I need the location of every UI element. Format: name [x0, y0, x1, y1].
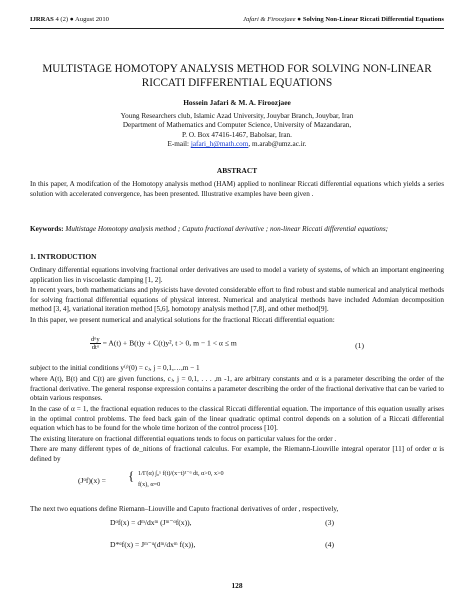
paper-authors: Hossein Jafari & M. A. Firoozjaee	[183, 98, 291, 107]
intro-paragraph-1: Ordinary differential equations involving fractional order derivatives are used to model a variety of systems, of which an important engineering application lies in viscoelastic damping [1, 2].	[30, 266, 444, 284]
equation-4-formula: D*ᵅf(x) = Jᵐ⁻ᵅ(dᵐ/dxᵐ f(x)),	[110, 540, 196, 549]
email-link[interactable]: jafari_h@math.com	[190, 140, 249, 149]
intro-paragraph-8: There are many different types of de_nitions of fractional calculus. For example, the Riemann-Liouville integral operator [11] of order α is defined by	[30, 445, 444, 463]
equation-2-case-2: f(x), α=0	[138, 481, 161, 488]
equation-3	[30, 518, 444, 534]
equation-2-brace: {	[128, 468, 135, 483]
keywords-label: Keywords:	[30, 225, 64, 233]
running-title-authors: Jafari & Firoozjaee ●	[243, 16, 302, 23]
affiliation-line-2: Department of Mathematics and Computer Science, University of Mazandaran,	[122, 121, 352, 130]
email-rest: , m.arab@umz.ac.ir.	[248, 140, 307, 149]
equation-4-number: (4)	[325, 540, 334, 549]
intro-paragraph-7: The existing literature on fractional differential equations tends to focus on particular values for the order .	[30, 435, 337, 443]
keywords	[30, 225, 444, 235]
equation-1-derivative: $\frac{\text{dᵅy}}{\text{dtᵅ}}$	[91, 336, 100, 351]
intro-paragraph-9: The next two equations define Riemann–Liouville and Caputo fractional derivatives of order , respectively,	[30, 505, 339, 513]
intro-paragraph-6: In the case of α = 1, the fractional equation reduces to the classical Riccati differential equation. The importance of this equation usually arises in the optimal control problems. The feed back gain of the linear quadratic optimal control depends on a solution of a Riccati differential equation which has to be found for the whole time horizon of the control process [10].	[30, 405, 444, 433]
email-line	[30, 140, 444, 149]
email-label: E-mail:	[167, 140, 190, 149]
journal-issue: 4 (2) ● August 2010	[55, 16, 109, 23]
equation-1-formula	[90, 336, 237, 351]
affiliation-line-3: P. O. Box 47416-1467, Babolsar, Iran.	[182, 130, 292, 139]
paper-title: MULTISTAGE HOMOTOPY ANALYSIS METHOD FOR SOLVING NON-LINEAR RICCATI DIFFERENTIAL EQUATIONS	[42, 63, 432, 89]
affiliation	[30, 112, 444, 150]
equation-1-number: (1)	[355, 341, 364, 350]
equation-3-formula: Dᵅf(x) = dᵐ/dxᵐ (Jᵐ⁻ᵅf(x)),	[110, 518, 192, 527]
journal-name: IJRRAS	[30, 16, 54, 23]
intro-paragraph-2: In recent years, both mathematicians and physicists have devoted considerable effort to find robust and stable numerical and analytical methods for solving fractional differential equations of physical interest. Numerical and analytical methods have included Adomian decomposition method [3, 4], variational iteration method [5,6], homotopy analysis method [7,8], and other method[9].	[30, 286, 444, 314]
running-title-text: Solving Non-Linear Riccati Differential Equations	[302, 16, 444, 23]
running-title	[243, 16, 444, 23]
equation-3-number: (3)	[325, 518, 334, 527]
equation-4	[30, 540, 444, 556]
equation-1	[30, 336, 444, 358]
equation-2-lhs: (Jᵅf)(x) =	[78, 476, 106, 485]
section-heading-introduction: 1. INTRODUCTION	[30, 252, 97, 261]
equation-2	[30, 470, 444, 496]
equation-1-rhs: = A(t) + B(t)y + C(t)y², t > 0, m − 1 < α ≤ m	[102, 338, 237, 348]
intro-paragraph-4: subject to the initial conditions y⁽ʲ⁾(0) = cⱼ, j = 0,1,…,m − 1	[30, 364, 200, 372]
journal-info	[30, 16, 109, 23]
abstract-heading: ABSTRACT	[216, 166, 258, 175]
equation-2-case-1: 1/Γ(α) ∫₀ˣ f(t)/(x−t)¹⁻ᵅ dt, α>0, x>0	[138, 470, 224, 477]
running-header	[30, 14, 444, 29]
affiliation-line-1: Young Researchers club, Islamic Azad University, Jouybar Branch, Jouybar, Iran	[120, 112, 354, 120]
abstract-text: In this paper, A modifcation of the Homotopy analysis method (HAM) applied to nonlinear Riccati differential equations which yields a series solution with accelerated convergence, has been presented. Illustrative examples have been given .	[30, 180, 444, 198]
intro-paragraph-3: In this paper, we present numerical and analytical solutions for the fractional Riccati differential equation:	[30, 316, 335, 324]
page-number: 128	[231, 581, 243, 590]
intro-paragraph-5: where A(t), B(t) and C(t) are given functions, cⱼ, j = 0,1, . . . ,m -1, are arbitrary constants and α is a parameter describing the order of the fractional derivative. The general response expression contains a parameter describing the order of the fractional derivative that can be varied to obtain various responses.	[30, 375, 444, 403]
keywords-text: Multistage Homotopy analysis method ; Caputo fractional derivative ; non-linear Riccati differential equations;	[65, 225, 389, 233]
